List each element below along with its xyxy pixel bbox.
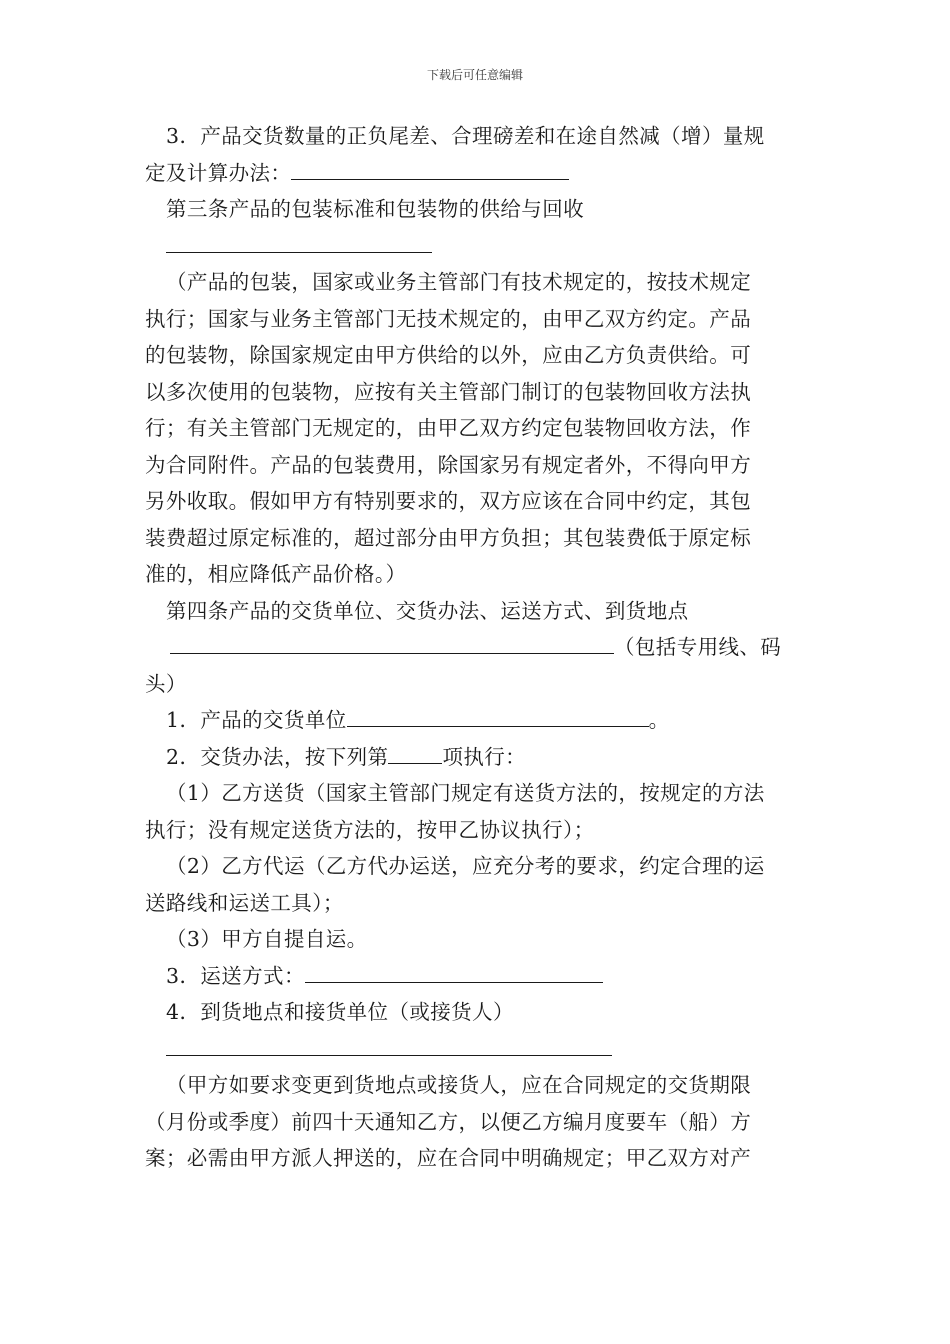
text-line [145,921,810,958]
line-text: 第四条产品的交货单位、交货办法、运送方式、到货地点 [166,598,689,623]
text-line [145,1031,810,1068]
line-text: 1．产品的交货单位 [166,708,347,732]
text-line [145,447,810,484]
line-text: 3．运送方式： [166,963,305,988]
line-text: 送路线和运送工具）； [145,890,344,915]
fill-in-blank[interactable] [166,1031,612,1056]
line-text: 准的，相应降低产品价格。） [145,562,407,586]
text-line [145,702,810,739]
line-text: 4．到货地点和接货单位（或接货人） [166,1000,514,1024]
text-line [145,155,810,192]
text-line [145,483,810,520]
text-line [145,739,810,776]
line-text: 3．产品交货数量的正负尾差、合理磅差和在途自然减（增）量规 [166,124,765,148]
line-text: （包括专用线、码 [614,635,782,659]
text-line [145,410,810,447]
text-line [145,1104,810,1141]
text-line [145,556,810,593]
text-line [145,374,810,411]
line-text: 行；有关主管部门无规定的，由甲乙双方约定包装物回收方法，作 [145,416,752,440]
line-text: 以多次使用的包装物，应按有关主管部门制订的包装物回收方法执 [145,379,752,404]
line-text: 第三条产品的包装标准和包装物的供给与回收 [166,197,584,221]
fill-in-blank[interactable] [170,629,614,654]
text-line [145,1140,810,1177]
line-text: 装费超过原定标准的，超过部分由甲方负担；其包装费低于原定标 [145,525,752,550]
line-text: 。 [648,708,670,732]
text-line [145,520,810,557]
document-body [145,118,810,1177]
fill-in-blank[interactable] [347,702,649,727]
line-text: 执行；国家与业务主管部门无技术规定的，由甲乙双方约定。产品 [145,306,752,331]
text-line [145,1067,810,1104]
line-text: （甲方如要求变更到货地点或接货人，应在合同规定的交货期限 [166,1073,752,1097]
text-line [145,118,810,155]
line-text: 项执行： [442,744,527,769]
line-text: 案；必需由甲方派人押送的，应在合同中明确规定；甲乙双方对产 [145,1146,752,1170]
line-text: 定及计算办法： [145,160,292,185]
line-text: （2）乙方代运（乙方代办运送，应充分考的要求，约定合理的运 [166,854,765,878]
page-header: 下载后可任意编辑 [426,68,523,82]
text-line [145,228,810,265]
text-line [145,337,810,374]
line-text: （月份或季度）前四十天通知乙方，以便乙方编月度要车（船）方 [145,1109,752,1134]
line-text: 的包装物，除国家规定由甲方供给的以外，应由乙方负责供给。可 [145,343,752,367]
text-line [145,191,810,228]
text-line [145,958,810,995]
fill-in-blank[interactable] [305,958,603,983]
line-text: 另外收取。假如甲方有特别要求的，双方应该在合同中约定，其包 [145,489,752,513]
line-text: 执行；没有规定送货方法的，按甲乙协议执行）； [145,817,595,842]
text-line [145,666,810,703]
text-line [145,812,810,849]
text-line [145,264,810,301]
line-text: （产品的包装，国家或业务主管部门有技术规定的，按技术规定 [166,270,752,294]
text-line [145,301,810,338]
text-line [145,848,810,885]
text-line [145,629,810,666]
line-text: （1）乙方送货（国家主管部门规定有送货方法的，按规定的方法 [166,781,765,805]
line-text: 头） [145,671,187,696]
line-text: （3）甲方自提自运。 [166,927,368,951]
text-line [145,593,810,630]
text-line [145,994,810,1031]
fill-in-blank[interactable] [291,155,569,180]
text-line [145,885,810,922]
line-text: 为合同附件。产品的包装费用，除国家另有规定者外，不得向甲方 [145,452,752,477]
text-line [145,775,810,812]
fill-in-blank[interactable] [388,739,442,764]
line-text: 2．交货办法，按下列第 [166,744,389,769]
fill-in-blank[interactable] [166,228,432,253]
